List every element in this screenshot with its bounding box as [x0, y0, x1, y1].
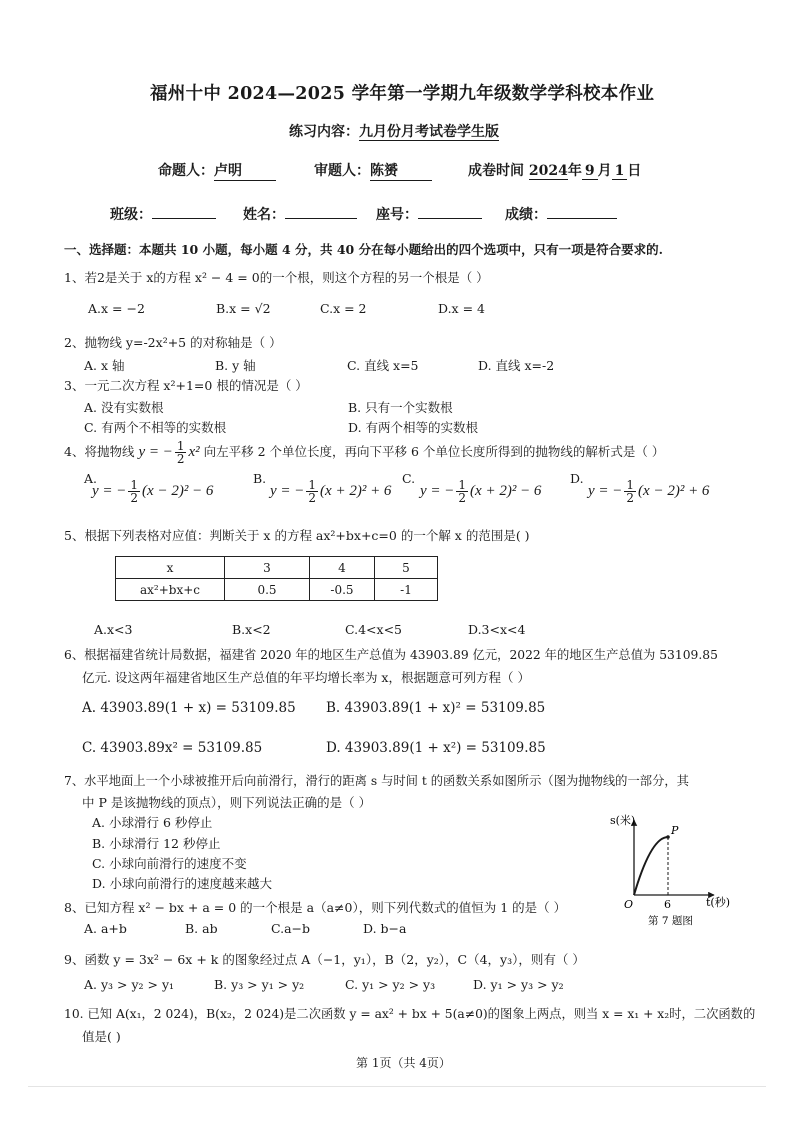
score-field: [505, 204, 617, 224]
q1-option-c[interactable]: C.x = 2: [320, 301, 367, 316]
page-number: 第 1页（共 4页）: [356, 1056, 451, 1070]
subtitle-label: 练习内容：: [289, 124, 359, 140]
fig-vertex-label: P: [671, 824, 679, 837]
reviewer-line: [314, 160, 432, 181]
q4-option-d[interactable]: [588, 479, 709, 504]
q5-stem: 5、根据下列表格对应值：判断关于 x 的方程 ax²+bx+c=0 的一个解 x 的范围是( ): [64, 528, 530, 543]
q3-stem: 3、一元二次方程 x²+1=0 根的情况是（ ）: [64, 378, 308, 393]
q4-c-rhs: (x + 2)² − 6: [470, 483, 542, 499]
q2-stem: 2、抛物线 y=-2x²+5 的对称轴是（ ）: [64, 335, 282, 350]
date-line: [468, 160, 641, 180]
q5-option-c[interactable]: C.4<x<5: [345, 622, 402, 637]
name-label: 姓名：: [243, 207, 285, 223]
date-year-unit: 年: [567, 163, 582, 179]
q10-stem-line2: 值是( ): [82, 1029, 121, 1044]
name-field: [243, 204, 357, 224]
q4-d-frac: [624, 479, 636, 504]
q1-option-d[interactable]: D.x = 4: [438, 301, 485, 316]
parabola-curve: [634, 837, 668, 895]
q3-option-a[interactable]: A. 没有实数根: [84, 400, 164, 415]
q5-option-d[interactable]: D.3<x<4: [468, 622, 526, 637]
seat-field: [376, 204, 482, 224]
date-label: 成卷时间: [468, 163, 524, 179]
q7-option-d[interactable]: D. 小球向前滑行的速度越来越大: [92, 876, 273, 891]
q5-cell: -1: [375, 579, 438, 601]
q1-stem: 1、若2是关于 x的方程 x² − 4 = 0的一个根，则这个方程的另一个根是（ ）: [64, 270, 489, 285]
q4-d-num: 1: [626, 478, 635, 492]
subtitle: [289, 121, 499, 141]
q3-option-b[interactable]: B. 只有一个实数根: [348, 400, 453, 415]
class-label: 班级：: [110, 207, 152, 223]
q4-b-lhs: y = −: [270, 483, 305, 499]
author-line: [158, 160, 276, 181]
q4-option-b[interactable]: [270, 479, 391, 504]
name-blank[interactable]: [285, 204, 357, 219]
date-year: 2024: [528, 163, 568, 179]
q9-option-c[interactable]: C. y₁ > y₂ > y₃: [345, 977, 436, 992]
author-name: 卢明: [214, 160, 276, 181]
q7-option-c[interactable]: C. 小球向前滑行的速度不变: [92, 856, 247, 871]
q4-stem-frac: [175, 440, 187, 465]
q4-stem-b: 向左平移 2 个单位长度，再向下平移 6 个单位长度所得到的抛物线的解析式是（ ）: [203, 444, 665, 459]
q5-cell: 3: [225, 557, 310, 579]
q7-stem-line1: 7、水平地面上一个小球被推开后向前滑行，滑行的距离 s 与时间 t 的函数关系如图所示（图为抛物线的一部分，其: [64, 774, 689, 788]
seat-blank[interactable]: [418, 204, 482, 219]
q1-option-b[interactable]: B.x = √2: [216, 301, 271, 316]
q2-option-d[interactable]: D. 直线 x=-2: [478, 358, 555, 373]
q5-table: [115, 556, 438, 601]
page-title: 福州十中 2024—2025 学年第一学期九年级数学学科校本作业: [150, 84, 655, 104]
q9-stem: 9、函数 y = 3x² − 6x + k 的图象经过点 A（−1，y₁），B（2，y₂），C（4，y₃），则有（ ）: [64, 952, 585, 967]
q4-stem-frac-num: 1: [176, 439, 185, 453]
q5-cell: ax²+bx+c: [116, 579, 225, 601]
date-day: 1: [612, 163, 628, 180]
q5-option-a[interactable]: A.x<3: [94, 622, 133, 637]
class-blank[interactable]: [152, 204, 216, 219]
fig-tick-6: 6: [664, 898, 671, 911]
subtitle-value: 九月份月考试卷学生版: [359, 124, 499, 140]
q4-a-rhs: (x − 2)² − 6: [142, 483, 214, 499]
q4-option-a-letter[interactable]: A.: [84, 471, 98, 486]
q10-stem-line1: 10. 已知 A(x₁，2 024)，B(x₂，2 024)是二次函数 y = ax² + bx + 5(a≠0)的图象上两点，则当 x = x₁ + x₂时，二次函数的: [64, 1007, 756, 1021]
footer-divider: [28, 1086, 766, 1087]
q4-stem: [64, 440, 664, 465]
q4-c-den: 2: [458, 491, 467, 505]
q4-b-num: 1: [308, 478, 317, 492]
q6-stem-line2: 亿元. 设这两年福建省地区生产总值的年平均增长率为 x，根据题意可列方程（ ）: [82, 670, 530, 685]
q4-stem-lhs: y = −: [138, 444, 173, 460]
q8-option-d[interactable]: D. b−a: [363, 921, 407, 936]
q4-option-b-letter[interactable]: B.: [253, 471, 267, 486]
q2-option-b[interactable]: B. y 轴: [215, 358, 256, 373]
fig-caption: 第 7 题图: [648, 915, 693, 927]
q8-stem: 8、已知方程 x² − bx + a = 0 的一个根是 a（a≠0），则下列代数式的值恒为 1 的是（ ）: [64, 900, 567, 915]
q3-option-c[interactable]: C. 有两个不相等的实数根: [84, 420, 227, 435]
q9-option-a[interactable]: A. y₃ > y₂ > y₁: [84, 977, 175, 992]
q8-option-a[interactable]: A. a+b: [84, 921, 127, 936]
q5-option-b[interactable]: B.x<2: [232, 622, 271, 637]
fig-x-label: t(秒): [706, 896, 731, 909]
q6-option-a[interactable]: A. 43903.89(1 + x) = 53109.85: [82, 700, 296, 716]
q4-c-num: 1: [458, 478, 467, 492]
q7-option-b[interactable]: B. 小球滑行 12 秒停止: [92, 836, 221, 851]
q4-c-frac: [456, 479, 468, 504]
q7-option-a[interactable]: A. 小球滑行 6 秒停止: [92, 815, 213, 830]
q5-table-row: [116, 557, 438, 579]
author-label: 命题人：: [158, 163, 214, 179]
q5-table-row: [116, 579, 438, 601]
q4-d-lhs: y = −: [588, 483, 623, 499]
q4-a-frac: [128, 479, 140, 504]
q4-b-rhs: (x + 2)² + 6: [320, 483, 392, 499]
date-day-unit: 日: [627, 163, 642, 179]
fig-y-label: s(米): [610, 814, 636, 827]
q5-cell: -0.5: [310, 579, 375, 601]
q4-a-num: 1: [130, 478, 139, 492]
q4-c-lhs: y = −: [420, 483, 455, 499]
q4-option-d-letter[interactable]: D.: [570, 471, 584, 486]
q4-stem-frac-den: 2: [176, 452, 185, 466]
reviewer-label: 审题人：: [314, 163, 370, 179]
q5-cell: 4: [310, 557, 375, 579]
q2-option-c[interactable]: C. 直线 x=5: [347, 358, 419, 373]
q9-option-b[interactable]: B. y₃ > y₁ > y₂: [214, 977, 305, 992]
q7-figure: [604, 810, 734, 930]
q8-option-b[interactable]: B. ab: [185, 921, 218, 936]
q3-option-d[interactable]: D. 有两个相等的实数根: [348, 420, 479, 435]
q5-cell: 5: [375, 557, 438, 579]
q9-option-d[interactable]: D. y₁ > y₃ > y₂: [473, 977, 564, 992]
q1-option-a[interactable]: A.x = −2: [88, 301, 145, 316]
q2-option-a[interactable]: A. x 轴: [84, 358, 125, 373]
fig-origin: O: [624, 898, 634, 911]
date-month-unit: 月: [597, 163, 612, 179]
date-month: 9: [582, 163, 598, 180]
q6-stem-line1: 6、根据福建省统计局数据，福建省 2020 年的地区生产总值为 43903.89 亿元，2022 年的地区生产总值为 53109.85: [64, 648, 718, 662]
q7-stem-line2: 中 P 是该抛物线的顶点），则下列说法正确的是（ ）: [82, 795, 372, 810]
q5-cell: x: [116, 557, 225, 579]
q5-cell: 0.5: [225, 579, 310, 601]
q4-b-frac: [306, 479, 318, 504]
q4-b-den: 2: [308, 491, 317, 505]
q4-option-a[interactable]: [92, 479, 213, 504]
vertex-point: [666, 835, 670, 839]
section-heading: 一、选择题：本题共 10 小题，每小题 4 分，共 40 分在每小题给出的四个选项中，只有一项是符合要求的.: [64, 242, 663, 257]
class-field: [110, 204, 216, 224]
q4-d-den: 2: [626, 491, 635, 505]
score-label: 成绩：: [505, 207, 547, 223]
seat-label: 座号：: [376, 207, 418, 223]
q6-option-d[interactable]: D. 43903.89(1 + x²) = 53109.85: [326, 740, 546, 756]
q6-option-c[interactable]: C. 43903.89x² = 53109.85: [82, 740, 263, 756]
q4-d-rhs: (x − 2)² + 6: [638, 483, 710, 499]
q4-stem-a: 4、将抛物线: [64, 444, 135, 459]
q8-option-c[interactable]: C.a−b: [271, 921, 311, 936]
q4-a-den: 2: [130, 491, 139, 505]
q4-option-c-letter[interactable]: C.: [402, 471, 416, 486]
q6-option-b[interactable]: B. 43903.89(1 + x)² = 53109.85: [326, 700, 546, 716]
reviewer-name: 陈赟: [370, 160, 432, 181]
score-blank[interactable]: [547, 204, 617, 219]
q4-a-lhs: y = −: [92, 483, 127, 499]
q4-stem-rhs: x²: [188, 444, 200, 460]
q4-option-c[interactable]: [420, 479, 541, 504]
